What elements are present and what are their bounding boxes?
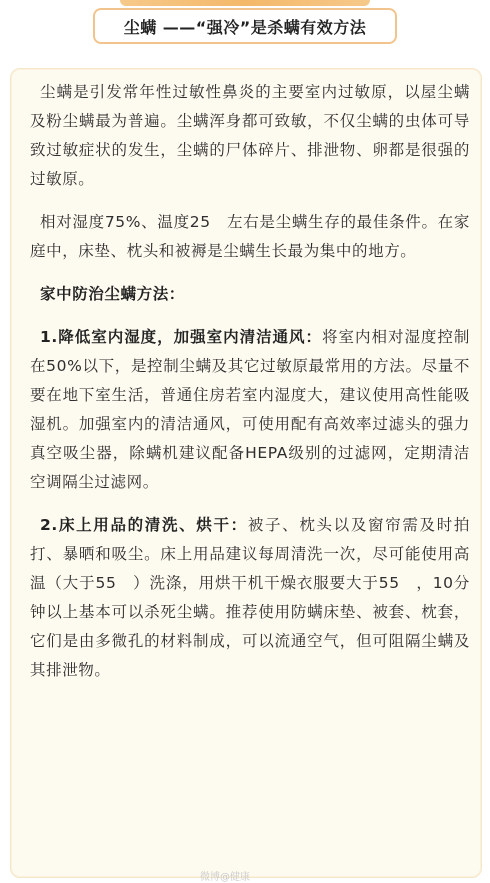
- section-heading: 家中防治尘螨方法：: [40, 285, 185, 303]
- method-1-title: 1.降低室内湿度，加强室内清洁通风：: [40, 328, 323, 346]
- page-title: 尘螨 ——“强冷”是杀螨有效方法: [93, 8, 397, 44]
- method-1: [30, 323, 470, 497]
- method-2-body: 被子、枕头以及窗帘需及时拍打、暴晒和吸尘。床上用品建议每周清洗一次，尽可能使用高温（大于55 ）洗涤，用烘干机干燥衣服要大于55 ，10分钟以上基本可以杀死尘螨。推荐使用防螨床垫、被套、枕套，它们是由多微孔的材料制成，可以流通空气，但可阻隔尘螨及其排泄物。: [30, 516, 470, 679]
- paragraph-intro: 尘螨是引发常年性过敏性鼻炎的主要室内过敏原，以屋尘螨及粉尘螨最为普遍。尘螨浑身都可致敏，不仅尘螨的虫体可导致过敏症状的发生，尘螨的尸体碎片、排泄物、卵都是很强的过敏原。: [30, 83, 470, 188]
- paragraph-conditions: 相对湿度75%、温度25 左右是尘螨生存的最佳条件。在家庭中，床垫、枕头和被褥是尘螨生长最为集中的地方。: [30, 213, 470, 260]
- watermark: 微博@健康: [200, 872, 250, 883]
- method-2: [30, 511, 470, 685]
- title-header: [0, 0, 490, 50]
- method-1-body: 将室内相对湿度控制在50%以下，是控制尘螨及其它过敏原最常用的方法。尽量不要在地下室生活，普通住房若室内湿度大，建议使用高性能吸湿机。加强室内的清洁通风，可使用配有高效率过滤头的强力真空吸尘器，除螨机建议配备HEPA级别的过滤网，定期清洁空调隔尘过滤网。: [30, 328, 470, 491]
- article-body: [30, 78, 470, 685]
- method-2-title: 2.床上用品的清洗、烘干：: [40, 516, 248, 534]
- title-decoration: [120, 0, 370, 6]
